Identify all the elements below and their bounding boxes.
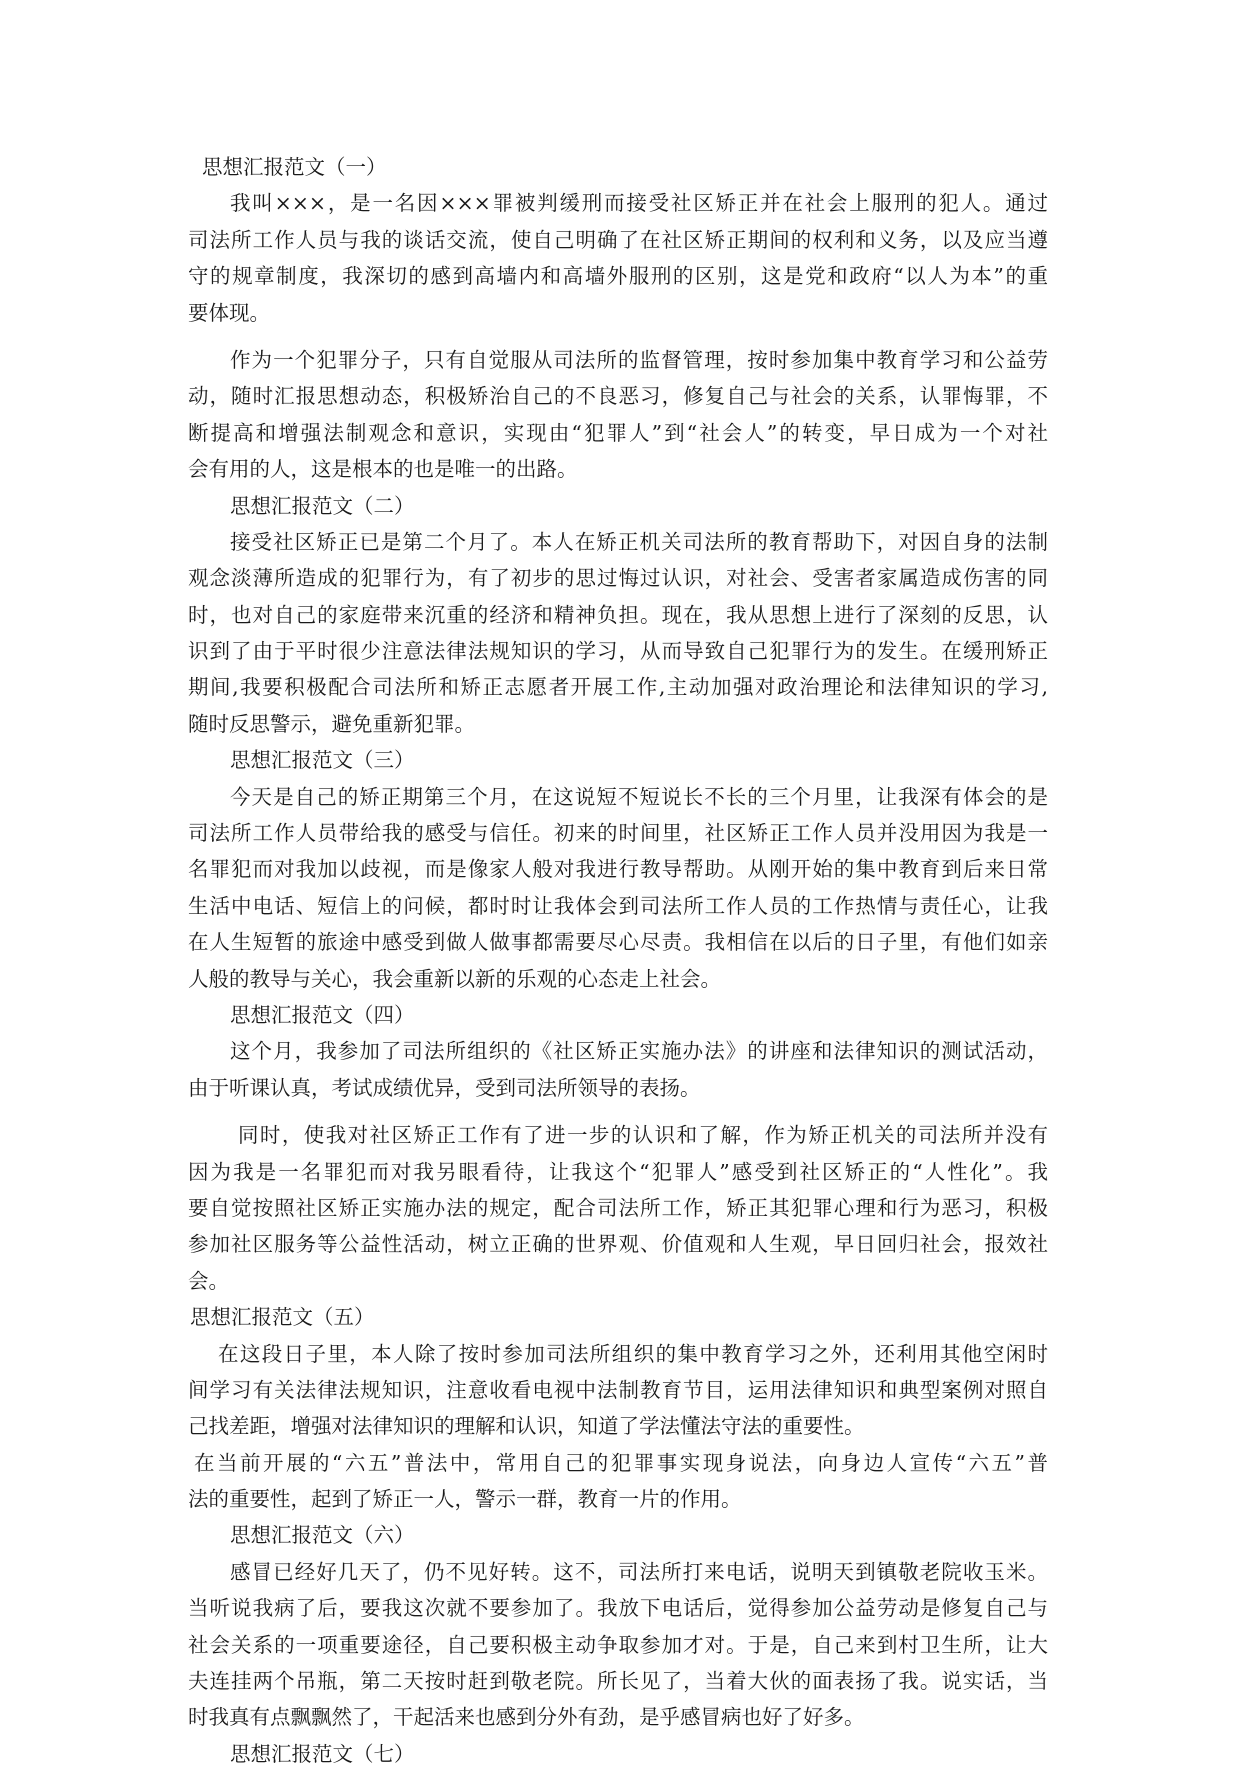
text-line: 在人生短暂的旅途中感受到做人做事都需要尽心尽责。我相信在以后的日子里，有他们如亲 <box>188 930 1048 955</box>
text-line: 会。 <box>188 1268 229 1293</box>
text-line: 接受社区矫正已是第二个月了。本人在矫正机关司法所的教育帮助下，对因自身的法制 <box>230 529 1048 554</box>
text-line: 参加社区服务等公益性活动，树立正确的世界观、价值观和人生观，早日回归社会，报效社 <box>188 1232 1048 1257</box>
text-line: 守的规章制度，我深切的感到高墙内和高墙外服刑的区别，这是党和政府“以人为本”的重 <box>188 264 1048 289</box>
text-line: 名罪犯而对我加以歧视，而是像家人般对我进行教导帮助。从刚开始的集中教育到后来日常 <box>188 857 1048 882</box>
text-line: 同时，使我对社区矫正工作有了进一步的认识和了解，作为矫正机关的司法所并没有 <box>238 1123 1048 1148</box>
text-line: 法的重要性，起到了矫正一人，警示一群，教育一片的作用。 <box>188 1487 742 1512</box>
text-line: 在这段日子里，本人除了按时参加司法所组织的集中教育学习之外，还利用其他空闲时 <box>218 1341 1048 1366</box>
text-line: 时我真有点飘飘然了，干起活来也感到分外有劲，是乎感冒病也好了好多。 <box>188 1705 865 1730</box>
text-line: 作为一个犯罪分子，只有自觉服从司法所的监督管理，按时参加集中教育学习和公益劳 <box>230 347 1048 372</box>
text-line: 己找差距，增强对法律知识的理解和认识，知道了学法懂法守法的重要性。 <box>188 1414 865 1439</box>
section-heading: 思想汇报范文（一） <box>202 155 387 179</box>
text-line: 识到了由于平时很少注意法律法规知识的学习，从而导致自己犯罪行为的发生。在缓刑矫正 <box>188 639 1048 664</box>
text-line: 我叫×××，是一名因×××罪被判缓刑而接受社区矫正并在社会上服刑的犯人。通过 <box>230 191 1048 216</box>
text-line: 因为我是一名罪犯而对我另眼看待，让我这个“犯罪人”感受到社区矫正的“人性化”。我 <box>188 1159 1048 1184</box>
section-heading: 思想汇报范文（二） <box>230 493 415 518</box>
text-line: 人般的教导与关心，我会重新以新的乐观的心态走上社会。 <box>188 966 721 991</box>
text-line: 由于听课认真，考试成绩优异，受到司法所领导的表扬。 <box>188 1075 701 1100</box>
text-line: 要自觉按照社区矫正实施办法的规定，配合司法所工作，矫正其犯罪心理和行为恶习，积极 <box>188 1195 1048 1220</box>
text-line: 社会关系的一项重要途径，自己要积极主动争取参加才对。于是，自己来到村卫生所，让大 <box>188 1632 1048 1657</box>
text-line: 动，随时汇报思想动态，积极矫治自己的不良恶习，修复自己与社会的关系，认罪悔罪，不 <box>188 384 1048 409</box>
text-line: 今天是自己的矫正期第三个月，在这说短不短说长不长的三个月里，让我深有体会的是 <box>230 784 1048 809</box>
section-heading: 思想汇报范文（四） <box>230 1002 415 1027</box>
document-body <box>188 149 1048 1772</box>
text-line: 要体现。 <box>188 300 270 325</box>
text-line: 司法所工作人员带给我的感受与信任。初来的时间里，社区矫正工作人员并没用因为我是一 <box>188 821 1048 846</box>
text-line: 这个月，我参加了司法所组织的《社区矫正实施办法》的讲座和法律知识的测试活动， <box>230 1039 1048 1064</box>
section-heading: 思想汇报范文（三） <box>230 748 415 773</box>
text-line: 观念淡薄所造成的犯罪行为，有了初步的思过悔过认识，对社会、受害者家属造成伤害的同 <box>188 566 1048 591</box>
text-line: 生活中电话、短信上的问候，都时时让我体会到司法所工作人员的工作热情与责任心，让我 <box>188 893 1048 918</box>
section-heading: 思想汇报范文（七） <box>230 1741 415 1766</box>
text-line: 间学习有关法律法规知识，注意收看电视中法制教育节目，运用法律知识和典型案例对照自 <box>188 1377 1048 1402</box>
section-heading: 思想汇报范文（五） <box>190 1305 375 1330</box>
text-line: 司法所工作人员与我的谈话交流，使自己明确了在社区矫正期间的权利和义务，以及应当遵 <box>188 227 1048 252</box>
text-line: 断提高和增强法制观念和意识，实现由“犯罪人”到“社会人”的转变，早日成为一个对社 <box>188 420 1048 445</box>
text-line: 在当前开展的“六五”普法中，常用自己的犯罪事实现身说法，向身边人宣传“六五”普 <box>194 1450 1048 1475</box>
text-line: 夫连挂两个吊瓶，第二天按时赶到敬老院。所长见了，当着大伙的面表扬了我。说实话，当 <box>188 1669 1048 1694</box>
text-line: 时，也对自己的家庭带来沉重的经济和精神负担。现在，我从思想上进行了深刻的反思，认 <box>188 602 1048 627</box>
section-heading: 思想汇报范文（六） <box>230 1523 415 1548</box>
text-line: 期间,我要积极配合司法所和矫正志愿者开展工作,主动加强对政治理论和法律知识的学习, <box>188 675 1048 700</box>
text-line: 当听说我病了后，要我这次就不要参加了。我放下电话后，觉得参加公益劳动是修复自己与 <box>188 1596 1048 1621</box>
text-line: 随时反思警示，避免重新犯罪。 <box>188 711 475 736</box>
text-line: 感冒已经好几天了，仍不见好转。这不，司法所打来电话，说明天到镇敬老院收玉米。 <box>230 1559 1048 1584</box>
text-line: 会有用的人，这是根本的也是唯一的出路。 <box>188 457 578 482</box>
